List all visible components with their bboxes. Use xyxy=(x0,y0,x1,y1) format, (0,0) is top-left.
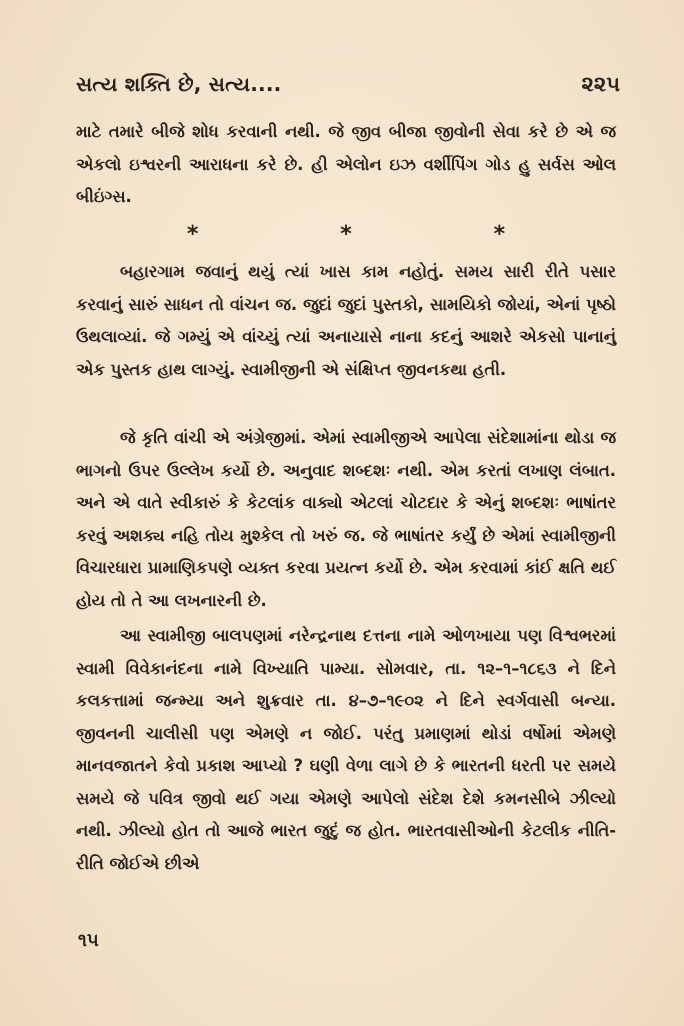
page-header xyxy=(76,64,620,104)
separator-star: * xyxy=(340,222,352,247)
separator-star: * xyxy=(493,222,506,247)
separator-star: * xyxy=(186,222,199,247)
paragraph-2: બહારગામ જવાનું થયું ત્યાં ખાસ કામ નહોતું. સમય સારી રીતે પસાર કરવાનું સારું સાધન તો વાંચન જ. જુદાં જુદાં પુસ્તકો, સામયિકો જોયાં, એનાં પૃષ્ઠો ઉથલાવ્યાં. જે ગમ્યું એ વાંચ્યું ત્યાં અનાયાસે નાના કદનું આશરે એકસો પાનાનું એક પુસ્તક હાથ લાગ્યું. સ્વામીજીની એ સંક્ષિપ્ત જીવનકથા હતી. xyxy=(76,262,616,379)
paragraph-3: જે કૃતિ વાંચી એ અંગ્રેજીમાં. એમાં સ્વામીજીએ આપેલા સંદેશામાંના થોડા જ ભાગનો ઉપર ઉલ્લેખ કર્યો છે. અનુવાદ શબ્દશઃ નથી. એમ કરતાં લખાણ લંબાત. અને એ વાતે સ્વીકારું કે કેટલાંક વાક્યો એટલાં ચોટદાર કે એનું શબ્દશઃ ભાષાંતર કરવું અશક્ય નહિ તોય મુશ્કેલ તો ખરું જ. જે ભાષાંતર કર્યું છે એમાં સ્વામીજીની વિચારધારા પ્રામાણિકપણે વ્યક્ત કરવા પ્રયત્ન કર્યો છે. એમ કરવામાં કાંઈ ક્ષતિ થઈ હોય તો તે આ લખનારની છે. xyxy=(76,428,616,610)
section-separator xyxy=(76,222,616,252)
paragraph-4: આ સ્વામીજી બાલપણમાં નરેન્દ્રનાથ દત્તના નામે ઓળખાયા પણ વિશ્વભરમાં સ્વામી વિવેકાનંદના નામે વિખ્યાતિ પામ્યા. સોમવાર, તા. ૧૨–૧–૧૮૬૩ ને દિને કલકત્તામાં જન્મ્યા અને શુક્રવાર તા. ૪–૭–૧૯૦૨ ને દિને સ્વર્ગવાસી બન્યા. જીવનની ચાલીસી પણ એમણે ન જોઈ. પરંતુ પ્રમાણમાં થોડાં વર્ષોમાં એમણે માનવજાતને કેવો પ્રકાશ આપ્યો ? ઘણી વેળા લાગે છે કે ભારતની ધરતી પર સમયે સમયે જે પવિત્ર જીવો થઈ ગયા એમણે આપેલો સંદેશ દેશે કમનસીબે ઝીલ્યો નથી. ઝીલ્યો હોત તો આજે ભારત જુદું જ હોત. ભારતવાસીઓની કેટલીક નીતિ-રીતિ જોઈએ છીએ xyxy=(76,626,616,873)
signature-mark: ૧૫ xyxy=(78,930,99,951)
running-head: સત્ય શક્તિ છે, સત્ય.... xyxy=(76,72,282,96)
paragraph-1: માટે તમારે બીજે શોધ કરવાની નથી. જે જીવ બીજા જીવોની સેવા કરે છે એ જ એકલો ઇશ્વરની આરાધના કરે છે. હી એલોન ઇઝ વર્શીપિંગ ગોડ હુ સર્વસ ઓલ બીઇંગ્સ. xyxy=(76,122,616,206)
page-number: ૨૨૫ xyxy=(581,71,620,96)
